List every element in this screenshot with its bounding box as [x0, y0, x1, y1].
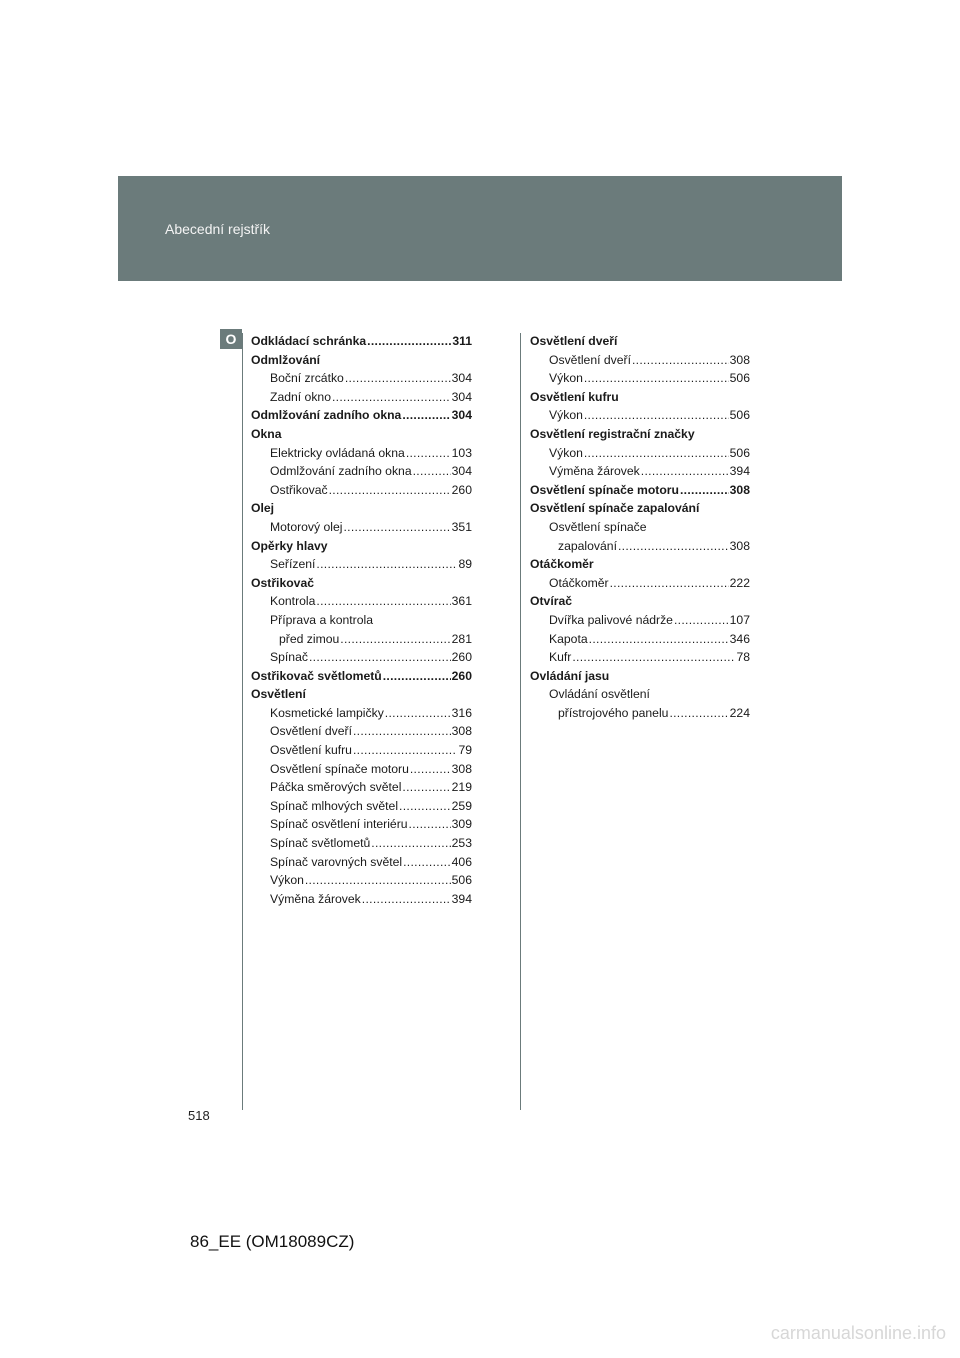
- entry-text: Osvětlení spínače: [549, 519, 647, 534]
- index-subentry: [251, 630, 472, 649]
- entry-text: Odmlžování: [251, 352, 321, 367]
- entry-text: Ostřikovač: [270, 482, 328, 497]
- leader-dots: [305, 871, 451, 890]
- index-subentry: [251, 704, 472, 723]
- index-subentry: [251, 555, 472, 574]
- entry-text: Opěrky hlavy: [251, 538, 328, 553]
- entry-page-number: 308: [729, 482, 750, 497]
- entry-text: Výměna žárovek: [549, 464, 640, 479]
- entry-text: Okna: [251, 426, 282, 441]
- leader-dots: [383, 667, 451, 686]
- entry-page-number: 89: [458, 557, 472, 572]
- index-subentry: [251, 797, 472, 816]
- entry-page-number: 309: [451, 817, 472, 832]
- index-heading: [251, 499, 472, 518]
- entry-page-number: 406: [451, 854, 472, 869]
- index-subentry: [251, 369, 472, 388]
- index-subentry: [530, 369, 750, 388]
- entry-page-number: 260: [451, 482, 472, 497]
- index-heading: [251, 685, 472, 704]
- leader-dots: [402, 406, 450, 425]
- entry-text: Zadní okno: [270, 389, 331, 404]
- entry-page-number: 304: [451, 389, 472, 404]
- entry-page-number: 304: [451, 464, 472, 479]
- entry-page-number: 219: [451, 780, 472, 795]
- entry-text: Spínač: [270, 650, 308, 665]
- entry-text: Olej: [251, 501, 275, 516]
- index-subentry: [251, 760, 472, 779]
- index-subentry: [530, 351, 750, 370]
- index-subentry: [530, 648, 750, 667]
- header-band: [118, 176, 842, 281]
- entry-text: Osvětlení spínače motoru: [270, 761, 409, 776]
- leader-dots: [316, 555, 457, 574]
- entry-text: Páčka směrových světel: [270, 780, 402, 795]
- leader-dots: [353, 741, 457, 760]
- index-subentry: [251, 388, 472, 407]
- entry-text: Výkon: [549, 408, 583, 423]
- entry-text: Otáčkoměr: [530, 557, 594, 572]
- index-column-1: [251, 332, 472, 908]
- index-heading: [251, 574, 472, 593]
- index-subentry: [251, 722, 472, 741]
- entry-text: Ostřikovač světlometů: [251, 668, 382, 683]
- entry-page-number: 351: [451, 519, 472, 534]
- column-divider-middle: [520, 333, 521, 1110]
- index-subentry: [251, 462, 472, 481]
- leader-dots: [610, 574, 729, 593]
- leader-dots: [669, 704, 728, 723]
- index-subentry: [530, 406, 750, 425]
- index-subentry: [251, 648, 472, 667]
- entry-page-number: 78: [736, 650, 750, 665]
- entry-text: Otvírač: [530, 594, 573, 609]
- entry-text: Osvětlení kufru: [530, 389, 619, 404]
- leader-dots: [385, 704, 451, 723]
- entry-page-number: 281: [451, 631, 472, 646]
- leader-dots: [406, 444, 451, 463]
- entry-text: Odmlžování zadního okna: [251, 408, 402, 423]
- index-subentry: [251, 890, 472, 909]
- entry-page-number: 361: [451, 594, 472, 609]
- entry-text: Kosmetické lampičky: [270, 705, 384, 720]
- leader-dots: [332, 388, 451, 407]
- entry-text: Osvětlení: [251, 687, 306, 702]
- index-heading: [530, 332, 750, 351]
- entry-text: Dvířka palivové nádrže: [549, 612, 673, 627]
- entry-text: Osvětlení dveří: [270, 724, 352, 739]
- index-subentry: [251, 611, 472, 630]
- index-subentry: [251, 741, 472, 760]
- leader-dots: [409, 815, 451, 834]
- entry-page-number: 308: [729, 538, 750, 553]
- entry-text: Motorový olej: [270, 519, 343, 534]
- leader-dots: [353, 722, 451, 741]
- entry-page-number: 394: [729, 464, 750, 479]
- leader-dots: [403, 853, 451, 872]
- index-subentry: [251, 853, 472, 872]
- entry-page-number: 506: [451, 873, 472, 888]
- leader-dots: [674, 611, 729, 630]
- entry-page-number: 311: [452, 334, 472, 348]
- index-heading: [530, 425, 750, 444]
- entry-page-number: 316: [451, 705, 472, 720]
- index-subentry: [251, 481, 472, 500]
- leader-dots: [402, 778, 450, 797]
- index-heading: [251, 667, 472, 686]
- page-title: Abecední rejstřík: [165, 221, 271, 237]
- entry-text: Výkon: [270, 873, 304, 888]
- leader-dots: [345, 369, 451, 388]
- entry-text: zapalování: [558, 538, 617, 553]
- leader-dots: [589, 630, 729, 649]
- leader-dots: [632, 351, 729, 370]
- entry-page-number: 253: [451, 836, 472, 851]
- entry-text: před zimou: [279, 631, 340, 646]
- entry-page-number: 506: [729, 408, 750, 423]
- index-subentry: [530, 704, 750, 723]
- entry-text: Odmlžování zadního okna: [270, 464, 412, 479]
- entry-page-number: 304: [451, 371, 472, 386]
- leader-dots: [329, 481, 451, 500]
- index-subentry: [251, 815, 472, 834]
- section-letter-tab: O: [220, 329, 242, 349]
- entry-text: Odkládací schránka: [251, 334, 367, 348]
- entry-page-number: 103: [451, 445, 472, 460]
- index-subentry: [251, 834, 472, 853]
- entry-text: Osvětlení dveří: [530, 334, 618, 348]
- leader-dots: [584, 369, 729, 388]
- entry-text: Ostřikovač: [251, 575, 315, 590]
- index-heading: [251, 425, 472, 444]
- leader-dots: [316, 592, 450, 611]
- index-column-2: [530, 332, 750, 722]
- index-subentry: [530, 462, 750, 481]
- index-heading: [530, 388, 750, 407]
- leader-dots: [410, 760, 451, 779]
- entry-page-number: 346: [729, 631, 750, 646]
- leader-dots: [680, 481, 729, 500]
- index-heading: [251, 406, 472, 425]
- index-subentry: [251, 444, 472, 463]
- leader-dots: [367, 332, 451, 351]
- entry-text: Příprava a kontrola: [270, 612, 373, 627]
- entry-page-number: 260: [451, 668, 472, 683]
- entry-text: Spínač mlhových světel: [270, 798, 399, 813]
- index-subentry: [530, 685, 750, 704]
- entry-page-number: 506: [729, 445, 750, 460]
- entry-text: Osvětlení dveří: [549, 352, 631, 367]
- page-number: 518: [188, 1108, 210, 1123]
- entry-page-number: 224: [729, 705, 750, 720]
- entry-page-number: 222: [729, 575, 750, 590]
- entry-page-number: 259: [451, 798, 472, 813]
- entry-text: přístrojového panelu: [558, 705, 669, 720]
- leader-dots: [399, 797, 451, 816]
- index-subentry: [251, 592, 472, 611]
- entry-text: Kontrola: [270, 594, 316, 609]
- entry-text: Osvětlení kufru: [270, 743, 352, 758]
- document-code: 86_EE (OM18089CZ): [190, 1232, 355, 1251]
- entry-text: Spínač osvětlení interiéru: [270, 817, 408, 832]
- leader-dots: [413, 462, 451, 481]
- column-divider-left: [242, 333, 243, 1110]
- index-heading: [251, 537, 472, 556]
- entry-text: Seřízení: [270, 557, 316, 572]
- entry-page-number: 304: [451, 408, 472, 423]
- entry-text: Výměna žárovek: [270, 891, 361, 906]
- leader-dots: [362, 890, 451, 909]
- entry-text: Osvětlení registrační značky: [530, 426, 695, 441]
- entry-text: Ovládání jasu: [530, 668, 610, 683]
- entry-text: Osvětlení spínače motoru: [530, 482, 679, 497]
- entry-text: Výkon: [549, 445, 583, 460]
- entry-page-number: 308: [451, 761, 472, 776]
- entry-page-number: 308: [451, 724, 472, 739]
- index-heading: [251, 332, 472, 351]
- index-heading: [251, 351, 472, 370]
- index-heading: [530, 481, 750, 500]
- entry-text: Výkon: [549, 371, 583, 386]
- index-subentry: [530, 611, 750, 630]
- entry-page-number: 107: [729, 612, 750, 627]
- leader-dots: [584, 406, 729, 425]
- entry-text: Kapota: [549, 631, 588, 646]
- leader-dots: [572, 648, 735, 667]
- entry-page-number: 394: [451, 891, 472, 906]
- entry-page-number: 79: [458, 743, 472, 758]
- entry-page-number: 506: [729, 371, 750, 386]
- index-subentry: [530, 518, 750, 537]
- entry-text: Kufr: [549, 650, 572, 665]
- leader-dots: [371, 834, 450, 853]
- index-heading: [530, 667, 750, 686]
- leader-dots: [309, 648, 451, 667]
- entry-page-number: 308: [729, 352, 750, 367]
- index-subentry: [530, 444, 750, 463]
- index-subentry: [251, 871, 472, 890]
- entry-text: Spínač světlometů: [270, 836, 371, 851]
- entry-text: Elektricky ovládaná okna: [270, 445, 405, 460]
- index-subentry: [251, 518, 472, 537]
- index-subentry: [530, 537, 750, 556]
- entry-text: Boční zrcátko: [270, 371, 344, 386]
- index-heading: [530, 592, 750, 611]
- index-subentry: [530, 574, 750, 593]
- leader-dots: [641, 462, 729, 481]
- index-heading: [530, 555, 750, 574]
- index-subentry: [530, 630, 750, 649]
- leader-dots: [343, 518, 450, 537]
- entry-text: Otáčkoměr: [549, 575, 609, 590]
- entry-text: Ovládání osvětlení: [549, 687, 650, 702]
- entry-text: Spínač varovných světel: [270, 854, 403, 869]
- leader-dots: [584, 444, 729, 463]
- entry-page-number: 260: [451, 650, 472, 665]
- leader-dots: [618, 537, 729, 556]
- index-subentry: [251, 778, 472, 797]
- leader-dots: [340, 630, 450, 649]
- watermark: carmanualsonline.info: [770, 1323, 946, 1343]
- entry-text: Osvětlení spínače zapalování: [530, 501, 700, 516]
- index-heading: [530, 499, 750, 518]
